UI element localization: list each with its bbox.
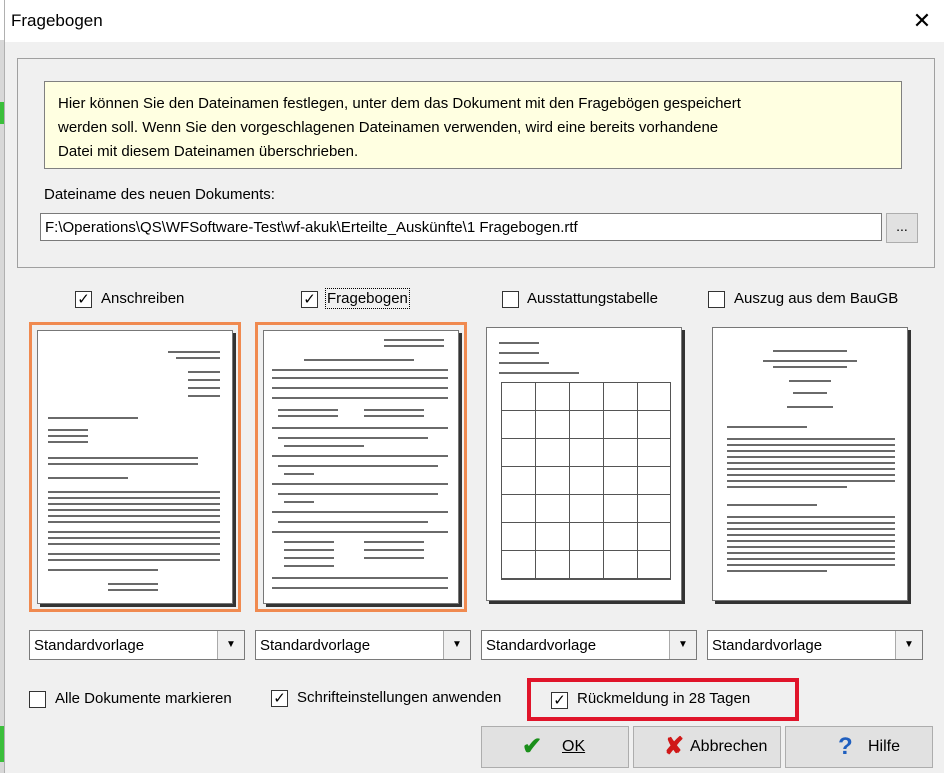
checkbox-ausstattungstabelle[interactable] bbox=[502, 291, 519, 308]
chevron-down-icon[interactable]: ▼ bbox=[217, 631, 244, 659]
help-button[interactable] bbox=[785, 726, 933, 768]
cancel-button-label: Abbrechen bbox=[690, 738, 768, 755]
template-select-fragebogen[interactable] bbox=[255, 630, 471, 660]
title-bar bbox=[5, 0, 944, 42]
document-preview-auszug-baugb bbox=[712, 327, 908, 601]
checkbox-anschreiben[interactable]: ✓ bbox=[75, 291, 92, 308]
help-button-label: Hilfe bbox=[868, 738, 901, 755]
template-select-value: Standardvorlage bbox=[260, 637, 371, 654]
preview-auszug-baugb-frame[interactable] bbox=[707, 322, 919, 612]
template-select-value: Standardvorlage bbox=[486, 637, 597, 654]
window-title: Fragebogen bbox=[11, 11, 103, 30]
template-select-anschreiben[interactable] bbox=[29, 630, 245, 660]
ok-button-label: OK bbox=[562, 738, 586, 755]
checkbox-auszug-baugb[interactable] bbox=[708, 291, 725, 308]
chevron-down-icon[interactable]: ▼ bbox=[669, 631, 696, 659]
filename-group bbox=[17, 58, 935, 268]
checkbox-feedback-28-days[interactable]: ✓ bbox=[551, 692, 568, 709]
info-text-line: werden soll. Wenn Sie den vorgeschlagenen Dateinamen verwenden, wird eine bereits vorhandene bbox=[58, 119, 719, 136]
chevron-down-icon[interactable]: ▼ bbox=[443, 631, 470, 659]
browse-button[interactable]: ... bbox=[886, 213, 918, 243]
checkbox-label-anschreiben[interactable]: Anschreiben bbox=[101, 290, 185, 307]
chevron-down-icon[interactable]: ▼ bbox=[895, 631, 922, 659]
document-preview-fragebogen bbox=[263, 330, 459, 604]
info-box bbox=[44, 81, 902, 169]
ok-button[interactable] bbox=[481, 726, 629, 768]
template-select-auszug-baugb[interactable] bbox=[707, 630, 923, 660]
preview-anschreiben-frame[interactable] bbox=[29, 322, 241, 612]
preview-fragebogen-frame[interactable] bbox=[255, 322, 467, 612]
info-text-line: Datei mit diesem Dateinamen überschrieben. bbox=[58, 143, 359, 160]
close-icon[interactable]: ✕ bbox=[912, 8, 932, 33]
info-text-line: Hier können Sie den Dateinamen festlegen, unter dem das Dokument mit den Fragebögen gespeichert bbox=[58, 95, 741, 112]
checkbox-label-ausstattungstabelle[interactable]: Ausstattungstabelle bbox=[527, 290, 658, 307]
checkbox-label-fragebogen[interactable]: Fragebogen bbox=[327, 290, 408, 307]
filename-label: Dateiname des neuen Dokuments: bbox=[44, 186, 275, 203]
fragebogen-dialog bbox=[4, 0, 944, 773]
template-select-value: Standardvorlage bbox=[712, 637, 823, 654]
template-select-ausstattungstabelle[interactable] bbox=[481, 630, 697, 660]
preview-ausstattungstabelle-frame[interactable] bbox=[481, 322, 693, 612]
checkbox-mark-all[interactable] bbox=[29, 691, 46, 708]
check-icon: ✔ bbox=[522, 733, 543, 760]
checkbox-label-auszug-baugb[interactable]: Auszug aus dem BauGB bbox=[734, 290, 899, 307]
checkbox-label-font-settings[interactable]: Schrifteinstellungen anwenden bbox=[297, 689, 502, 706]
x-icon: ✘ bbox=[664, 733, 685, 760]
filename-input[interactable]: F:\Operations\QS\WFSoftware-Test\wf-akuk\Erteilte_Auskünfte\1 Fragebogen.rtf bbox=[40, 213, 882, 241]
cancel-button[interactable] bbox=[633, 726, 781, 768]
checkbox-font-settings[interactable]: ✓ bbox=[271, 690, 288, 707]
checkbox-label-mark-all[interactable]: Alle Dokumente markieren bbox=[55, 690, 232, 707]
question-icon: ? bbox=[838, 733, 853, 760]
checkbox-fragebogen[interactable]: ✓ bbox=[301, 291, 318, 308]
template-select-value: Standardvorlage bbox=[34, 637, 145, 654]
document-preview-ausstattungstabelle bbox=[486, 327, 682, 601]
document-preview-anschreiben bbox=[37, 330, 233, 604]
checkbox-label-feedback-28-days[interactable]: Rückmeldung in 28 Tagen bbox=[577, 690, 751, 707]
